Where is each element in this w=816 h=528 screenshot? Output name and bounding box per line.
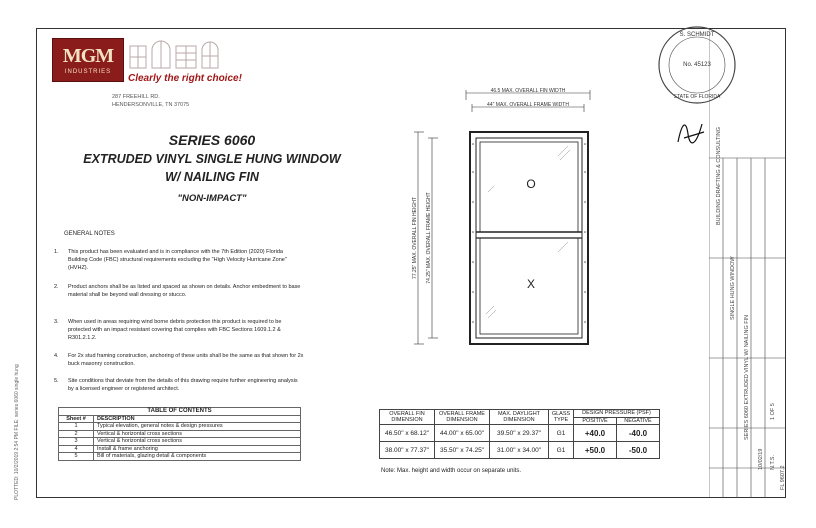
note-item	[54, 283, 304, 309]
tb-description: SERIES 6060 EXTRUDED VINYL W/ NAILING FIN	[744, 314, 750, 440]
spec-frame: 44.00" x 65.00"	[435, 425, 490, 442]
spec-col-overall: OVERALL FIN DIMENSION	[380, 410, 435, 425]
spec-col-pressure: DESIGN PRESSURE (PSF)	[574, 410, 660, 418]
toc-col-description: DESCRIPTION	[94, 415, 301, 423]
spec-overall: 46.50" x 68.12"	[380, 425, 435, 442]
toc-col-sheet: Sheet #	[59, 415, 94, 423]
general-notes-heading: GENERAL NOTES	[64, 231, 115, 237]
tb-scale: N.T.S.	[770, 455, 776, 470]
spec-col-daylight: MAX. DAYLIGHT DIMENSION	[490, 410, 549, 425]
note-text: This product has been evaluated and is in compliance with the 7th Edition (2020) Florida Building Code (FBC) structural requirements excluding the "High Velocity Hurricane Zone" (HVHZ).	[68, 249, 287, 271]
mgm-logo	[52, 38, 124, 82]
spec-glass: G1	[549, 442, 574, 459]
note-text: Site conditions that deviate from the details of this drawing require further engineering analysis by a licensed engineer or registered architect.	[68, 378, 298, 392]
note-number: 4.	[54, 353, 59, 359]
note-item	[54, 377, 304, 395]
fixed-lite-label: O	[526, 177, 536, 191]
note-number: 5.	[54, 378, 59, 384]
note-number: 2.	[54, 284, 59, 290]
tb-sheet: 1 OF 5	[770, 403, 776, 420]
overall-height-dim: 77.25" MAX. OVERALL FIN HEIGHT	[412, 197, 418, 279]
window-elevation-drawing	[388, 82, 628, 347]
toc-sheet-num: 1	[59, 423, 94, 431]
spec-col-positive: POSITIVE	[574, 417, 617, 425]
slogan: Clearly the right choice!	[128, 73, 242, 84]
table-of-contents	[58, 407, 301, 461]
spec-negative: -50.0	[617, 442, 660, 459]
toc-desc: Vertical & horizontal cross sections	[94, 430, 301, 438]
seal-number: No. 45123	[683, 62, 711, 68]
toc-desc: Typical elevation, general notes & design pressures	[94, 423, 301, 431]
company-address	[112, 93, 189, 109]
spec-col-frame: OVERALL FRAME DIMENSION	[435, 410, 490, 425]
product-title-line1: EXTRUDED VINYL SINGLE HUNG WINDOW	[83, 152, 341, 166]
toc-desc: Bill of materials, glazing detail & components	[94, 453, 301, 461]
plot-info: PLOTTED: 10/2/2019 2:54 PM FILE: series 6060 single hung	[14, 364, 20, 500]
frame-width-dim: 44" MAX. OVERALL FRAME WIDTH	[487, 102, 569, 108]
tb-product: SINGLE HUNG WINDOW	[730, 256, 736, 320]
series-title: SERIES 6060	[168, 132, 256, 148]
spec-daylight: 31.00" x 34.00"	[490, 442, 549, 459]
engineer-signature	[672, 112, 712, 152]
spec-positive: +50.0	[574, 442, 617, 459]
toc-row	[59, 438, 301, 446]
product-title-line3: "NON-IMPACT"	[177, 193, 247, 204]
note-text: Product anchors shall be as listed and spaced as shown on details. Anchor embedment to base material shall be beyond wall dressing or stucco.	[68, 284, 301, 298]
spec-row	[380, 442, 660, 459]
spec-overall: 38.00" x 77.37"	[380, 442, 435, 459]
operable-sash-label: X	[526, 277, 536, 291]
product-title-line2: W/ NAILING FIN	[165, 170, 259, 184]
note-text: For 2x stud framing construction, anchoring of these units shall be the same as that shown for 2x buck masonry construction.	[68, 353, 304, 367]
spec-daylight: 39.50" x 29.37"	[490, 425, 549, 442]
toc-sheet-num: 5	[59, 453, 94, 461]
spec-negative: -40.0	[617, 425, 660, 442]
tb-date: 10/02/19	[758, 448, 764, 470]
toc-sheet-num: 2	[59, 430, 94, 438]
spec-col-glass: GLASS TYPE	[549, 410, 574, 425]
toc-row	[59, 423, 301, 431]
toc-sheet-num: 3	[59, 438, 94, 446]
tb-engineer: BUILDING DRAFTING & CONSULTING	[716, 127, 722, 225]
spec-col-negative: NEGATIVE	[617, 417, 660, 425]
spec-glass: G1	[549, 425, 574, 442]
spec-positive: +40.0	[574, 425, 617, 442]
design-pressure-table	[379, 409, 660, 459]
spec-table-note: Note: Max. height and width occur on separate units.	[381, 468, 522, 474]
frame-height-dim: 74.25" MAX. OVERALL FRAME HEIGHT	[426, 192, 432, 284]
toc-row	[59, 430, 301, 438]
tb-drawing-number: FL 9607.2	[780, 465, 786, 490]
note-item	[54, 318, 304, 344]
logo-subtext: INDUSTRIES	[64, 69, 112, 75]
seal-name: S. SCHMIDT	[679, 32, 715, 38]
spec-row	[380, 425, 660, 442]
toc-desc: Install & frame anchoring	[94, 445, 301, 453]
note-number: 1.	[54, 249, 59, 255]
window-icons	[128, 38, 223, 70]
note-item	[54, 248, 304, 274]
note-item	[54, 352, 304, 370]
logo-text: MGM	[62, 45, 114, 67]
toc-row	[59, 453, 301, 461]
note-text: When used in areas requiring wind borne debris protection this product is required to be protected with an impact resistant covering that complies with FBC Sections 1609.1.2 & R301.2.1.2.	[68, 319, 282, 341]
toc-row	[59, 445, 301, 453]
seal-state: STATE OF FLORIDA	[673, 94, 721, 100]
spec-frame: 35.50" x 74.25"	[435, 442, 490, 459]
address-line-2: HENDERSONVILLE, TN 37075	[112, 102, 190, 108]
toc-caption: TABLE OF CONTENTS	[59, 408, 301, 416]
note-number: 3.	[54, 319, 59, 325]
toc-desc: Vertical & horizontal cross sections	[94, 438, 301, 446]
toc-sheet-num: 4	[59, 445, 94, 453]
address-line-1: 287 FREEHILL RD.	[112, 94, 160, 100]
overall-width-dim: 46.5 MAX. OVERALL FIN WIDTH	[490, 88, 566, 94]
